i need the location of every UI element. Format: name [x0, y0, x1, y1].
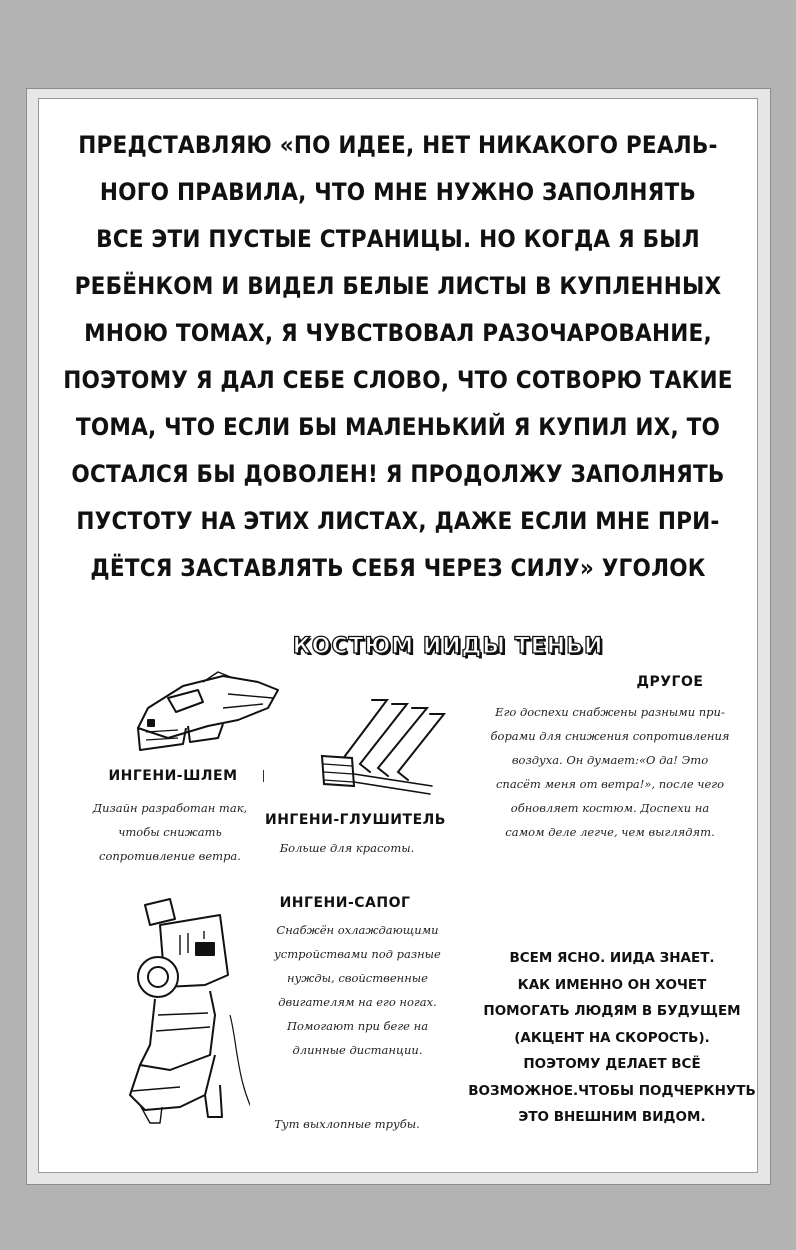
- other-desc-line: борами для снижения сопротивления: [490, 729, 730, 743]
- other-description: [470, 700, 750, 844]
- boot-description: [245, 918, 470, 1062]
- footnote-line: ВСЕМ ЯСНО. ИИДА ЗНАЕТ.: [509, 950, 715, 966]
- helmet-desc-line: сопротивление ветра.: [99, 849, 241, 863]
- other-desc-line: спасёт меня от ветра!», после чего: [495, 777, 725, 791]
- helmet-label: ИНГЕНИ-ШЛЕМ: [108, 768, 238, 784]
- intro-line: МНОЮ ТОМАХ, Я ЧУВСТВОВАЛ РАЗОЧАРОВАНИЕ,: [84, 319, 712, 347]
- helmet-desc-line: чтобы снижать: [118, 825, 222, 839]
- footnote-line: КАК ИМЕННО ОН ХОЧЕТ: [517, 976, 707, 993]
- footnote-line: ЭТО ВНЕШНИМ ВИДОМ.: [518, 1109, 706, 1125]
- other-desc-line: воздуха. Он думает:«О да! Это: [511, 753, 709, 767]
- muffler-label: ИНГЕНИ-ГЛУШИТЕЛЬ: [265, 812, 446, 828]
- intro-line: РЕБЁНКОМ И ВИДЕЛ БЕЛЫЕ ЛИСТЫ В КУПЛЕННЫХ: [74, 272, 722, 300]
- helmet-desc-line: Дизайн разработан так,: [92, 801, 248, 815]
- intro-line: ВСЕ ЭТИ ПУСТЫЕ СТРАНИЦЫ. НО КОГДА Я БЫЛ: [96, 225, 700, 253]
- boot-label: ИНГЕНИ-САПОГ: [279, 895, 411, 911]
- boot-desc-line: Помогают при беге на: [286, 1019, 429, 1033]
- other-desc-line: обновляет костюм. Доспехи на: [510, 801, 710, 815]
- boot-exhaust-note: [262, 1112, 432, 1136]
- boot-desc-line: нужды, свойственные: [287, 971, 428, 985]
- boot-desc-line: длинные дистанции.: [292, 1043, 423, 1057]
- other-desc-line: самом деле легче, чем выглядят.: [505, 825, 715, 839]
- boot-drawing: [110, 895, 250, 1125]
- boot-desc-line: Снабжён охлаждающими: [276, 923, 439, 937]
- intro-line: ПУСТОТУ НА ЭТИХ ЛИСТАХ, ДАЖЕ ЕСЛИ МНЕ ПРИ-: [76, 507, 720, 535]
- footnote-line: ВОЗМОЖНОЕ.ЧТОБЫ ПОДЧЕРКНУТЬ: [468, 1082, 756, 1099]
- helmet-description: [70, 796, 270, 868]
- other-desc-line: Его доспехи снабжены разными при-: [495, 705, 725, 719]
- divider-line: [263, 770, 264, 782]
- footnote-paragraph: [462, 945, 762, 1131]
- muffler-description: [262, 836, 432, 860]
- footnote-line: ПОЭТОМУ ДЕЛАЕТ ВСЁ: [523, 1056, 701, 1072]
- exhaust-note-text: Тут выхлопные трубы.: [274, 1117, 420, 1131]
- other-label: ДРУГОЕ: [636, 674, 704, 690]
- intro-line: ДЁТСЯ ЗАСТАВЛЯТЬ СЕБЯ ЧЕРЕЗ СИЛУ» УГОЛОК: [90, 554, 706, 582]
- muffler-drawing: [312, 690, 452, 800]
- intro-paragraph: [50, 122, 746, 592]
- intro-line: ОСТАЛСЯ БЫ ДОВОЛЕН! Я ПРОДОЛЖУ ЗАПОЛНЯТЬ: [71, 460, 725, 488]
- costume-title: КОСТЮМ ИИДЫ ТЕНЬИ: [292, 634, 604, 659]
- footnote-line: ПОМОГАТЬ ЛЮДЯМ В БУДУЩЕМ: [483, 1003, 741, 1019]
- intro-line: ПОЭТОМУ Я ДАЛ СЕБЕ СЛОВО, ЧТО СОТВОРЮ ТАКИЕ: [63, 366, 733, 394]
- footnote-line: (АКЦЕНТ НА СКОРОСТЬ).: [514, 1029, 710, 1046]
- intro-line: НОГО ПРАВИЛА, ЧТО МНЕ НУЖНО ЗАПОЛНЯТЬ: [99, 178, 697, 206]
- helmet-drawing: [128, 668, 288, 758]
- boot-desc-line: устройствами под разные: [274, 947, 441, 961]
- intro-line: ТОМА, ЧТО ЕСЛИ БЫ МАЛЕНЬКИЙ Я КУПИЛ ИХ, ТО: [75, 413, 721, 441]
- boot-desc-line: двигателям на его ногах.: [278, 995, 437, 1009]
- muffler-desc-line: Больше для красоты.: [279, 841, 415, 855]
- intro-line: ПРЕДСТАВЛЯЮ «ПО ИДЕЕ, НЕТ НИКАКОГО РЕАЛЬ-: [78, 131, 718, 159]
